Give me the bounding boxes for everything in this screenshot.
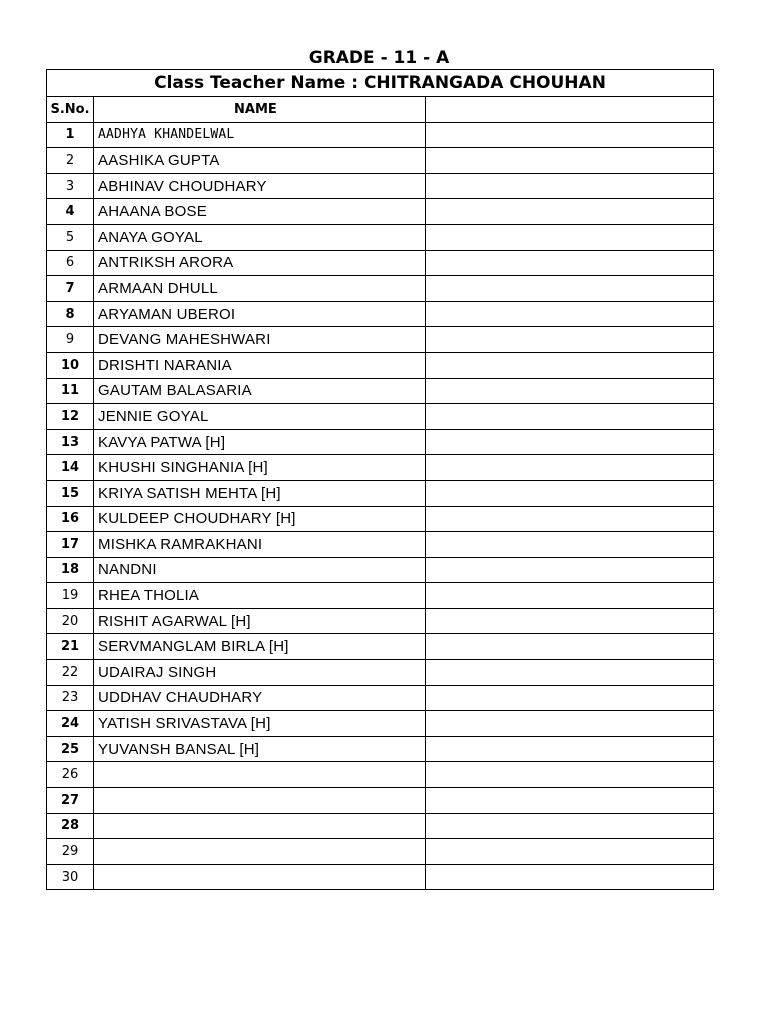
serial-number: 17 — [47, 532, 94, 558]
student-name: AADHYA KHANDELWAL — [94, 122, 426, 148]
name-header: NAME — [94, 97, 426, 123]
serial-number: 6 — [47, 250, 94, 276]
blank-cell — [426, 557, 714, 583]
blank-cell — [426, 813, 714, 839]
blank-cell — [426, 173, 714, 199]
serial-number: 18 — [47, 557, 94, 583]
class-teacher-row — [47, 70, 714, 97]
student-name: YUVANSH BANSAL [H] — [94, 736, 426, 762]
table-row — [47, 327, 714, 353]
serial-number: 25 — [47, 736, 94, 762]
serial-number: 21 — [47, 634, 94, 660]
blank-cell — [426, 480, 714, 506]
blank-cell — [426, 250, 714, 276]
blank-cell — [426, 634, 714, 660]
student-name — [94, 839, 426, 865]
table-row — [47, 148, 714, 174]
blank-cell — [426, 660, 714, 686]
student-name: JENNIE GOYAL — [94, 404, 426, 430]
blank-cell — [426, 276, 714, 302]
blank-cell — [426, 122, 714, 148]
student-name: AHAANA BOSE — [94, 199, 426, 225]
table-row — [47, 532, 714, 558]
serial-number: 9 — [47, 327, 94, 353]
serial-number: 13 — [47, 429, 94, 455]
blank-cell — [426, 608, 714, 634]
blank-cell — [426, 378, 714, 404]
student-name: KRIYA SATISH MEHTA [H] — [94, 480, 426, 506]
serial-number: 5 — [47, 224, 94, 250]
table-row — [47, 480, 714, 506]
serial-number: 15 — [47, 480, 94, 506]
student-name — [94, 864, 426, 890]
student-name: UDAIRAJ SINGH — [94, 660, 426, 686]
blank-cell — [426, 455, 714, 481]
table-row — [47, 583, 714, 609]
student-roster-table — [46, 69, 714, 890]
student-name: MISHKA RAMRAKHANI — [94, 532, 426, 558]
serial-number: 4 — [47, 199, 94, 225]
blank-cell — [426, 352, 714, 378]
blank-cell — [426, 224, 714, 250]
table-row — [47, 634, 714, 660]
blank-cell — [426, 429, 714, 455]
student-name — [94, 813, 426, 839]
student-name: DEVANG MAHESHWARI — [94, 327, 426, 353]
table-row — [47, 839, 714, 865]
student-name: ANTRIKSH ARORA — [94, 250, 426, 276]
serial-number: 24 — [47, 711, 94, 737]
table-row — [47, 199, 714, 225]
serial-number: 30 — [47, 864, 94, 890]
blank-cell — [426, 506, 714, 532]
blank-cell — [426, 532, 714, 558]
table-row — [47, 506, 714, 532]
serial-number: 10 — [47, 352, 94, 378]
student-name: ARMAAN DHULL — [94, 276, 426, 302]
serial-number: 28 — [47, 813, 94, 839]
student-name: GAUTAM BALASARIA — [94, 378, 426, 404]
student-name: YATISH SRIVASTAVA [H] — [94, 711, 426, 737]
student-name — [94, 762, 426, 788]
serial-number: 14 — [47, 455, 94, 481]
blank-cell — [426, 711, 714, 737]
blank-cell — [426, 199, 714, 225]
blank-cell — [426, 762, 714, 788]
blank-cell — [426, 148, 714, 174]
blank-cell — [426, 788, 714, 814]
serial-number: 19 — [47, 583, 94, 609]
sno-header: S.No. — [47, 97, 94, 123]
serial-number: 11 — [47, 378, 94, 404]
serial-number: 29 — [47, 839, 94, 865]
serial-number: 7 — [47, 276, 94, 302]
blank-cell — [426, 864, 714, 890]
table-row — [47, 864, 714, 890]
serial-number: 1 — [47, 122, 94, 148]
table-row — [47, 813, 714, 839]
blank-cell — [426, 404, 714, 430]
blank-cell — [426, 583, 714, 609]
student-name: NANDNI — [94, 557, 426, 583]
student-name: ANAYA GOYAL — [94, 224, 426, 250]
table-row — [47, 736, 714, 762]
table-row — [47, 685, 714, 711]
table-row — [47, 276, 714, 302]
table-row — [47, 378, 714, 404]
serial-number: 8 — [47, 301, 94, 327]
table-row — [47, 762, 714, 788]
student-name — [94, 788, 426, 814]
student-name: RHEA THOLIA — [94, 583, 426, 609]
table-row — [47, 788, 714, 814]
extra-header — [426, 97, 714, 123]
blank-cell — [426, 685, 714, 711]
serial-number: 20 — [47, 608, 94, 634]
student-name: AASHIKA GUPTA — [94, 148, 426, 174]
table-row — [47, 173, 714, 199]
table-row — [47, 429, 714, 455]
serial-number: 2 — [47, 148, 94, 174]
table-row — [47, 122, 714, 148]
class-teacher-name: Class Teacher Name : CHITRANGADA CHOUHAN — [47, 70, 714, 97]
blank-cell — [426, 327, 714, 353]
table-row — [47, 250, 714, 276]
table-row — [47, 352, 714, 378]
serial-number: 23 — [47, 685, 94, 711]
student-name: KULDEEP CHOUDHARY [H] — [94, 506, 426, 532]
page-title: GRADE - 11 - A — [308, 48, 450, 68]
blank-cell — [426, 736, 714, 762]
serial-number: 26 — [47, 762, 94, 788]
table-row — [47, 404, 714, 430]
student-name: SERVMANGLAM BIRLA [H] — [94, 634, 426, 660]
header-row — [47, 97, 714, 123]
student-name: ARYAMAN UBEROI — [94, 301, 426, 327]
student-name: DRISHTI NARANIA — [94, 352, 426, 378]
blank-cell — [426, 301, 714, 327]
blank-cell — [426, 839, 714, 865]
table-row — [47, 660, 714, 686]
serial-number: 3 — [47, 173, 94, 199]
student-name: ABHINAV CHOUDHARY — [94, 173, 426, 199]
table-row — [47, 711, 714, 737]
serial-number: 16 — [47, 506, 94, 532]
table-row — [47, 301, 714, 327]
table-row — [47, 224, 714, 250]
serial-number: 27 — [47, 788, 94, 814]
serial-number: 22 — [47, 660, 94, 686]
student-name: UDDHAV CHAUDHARY — [94, 685, 426, 711]
serial-number: 12 — [47, 404, 94, 430]
student-name: KHUSHI SINGHANIA [H] — [94, 455, 426, 481]
table-row — [47, 557, 714, 583]
student-name: KAVYA PATWA [H] — [94, 429, 426, 455]
table-row — [47, 455, 714, 481]
table-row — [47, 608, 714, 634]
student-name: RISHIT AGARWAL [H] — [94, 608, 426, 634]
